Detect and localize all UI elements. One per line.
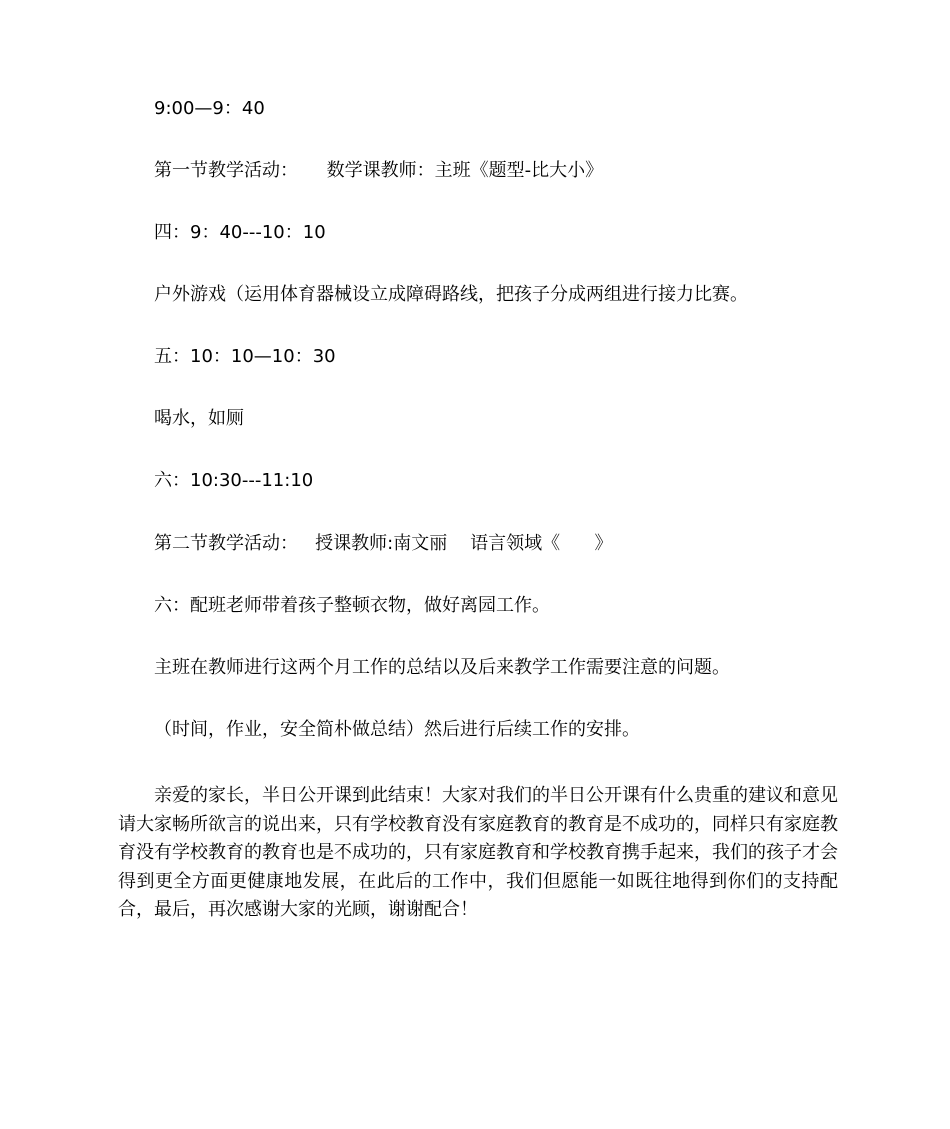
- schedule-line-time-6: 六：10:30---11:10: [154, 470, 314, 491]
- schedule-line-outdoor-game: 户外游戏（运用体育器械设立成障碍路线，把孩子分成两组进行接力比赛。: [154, 284, 748, 305]
- schedule-line-activity-1: 第一节教学活动： 数学课教师：主班《题型-比大小》: [154, 160, 604, 181]
- schedule-line-time-4: 四：9：40---10：10: [154, 222, 326, 243]
- schedule-line-time-1: 9:00—9：40: [154, 98, 265, 119]
- schedule-line-summary-detail: （时间，作业，安全简朴做总结）然后进行后续工作的安排。: [154, 719, 640, 740]
- schedule-line-activity-2: 第二节教学活动： 授课教师:南文丽 语言领域《 》: [154, 533, 613, 554]
- schedule-line-time-5: 五：10：10—10：30: [154, 346, 336, 367]
- schedule-line-drink-water: 喝水，如厕: [154, 408, 244, 429]
- schedule-line-summary: 主班在教师进行这两个月工作的总结以及后来教学工作需要注意的问题。: [154, 657, 730, 678]
- closing-paragraph: 亲爱的家长，半日公开课到此结束！大家对我们的半日公开课有什么贵重的建议和意见请大家畅所欲言的说出来，只有学校教育没有家庭教育的教育是不成功的，同样只有家庭教育没有学校教育的教育也是不成功的，只有家庭教育和学校教育携手起来，我们的孩子才会得到更全方面更健康地发展，在此后的工作中，我们但愿能一如既往地得到你们的支持配合，最后，再次感谢大家的光顾，谢谢配合！: [118, 785, 838, 921]
- schedule-line-dismissal: 六：配班老师带着孩子整顿衣物，做好离园工作。: [154, 595, 550, 616]
